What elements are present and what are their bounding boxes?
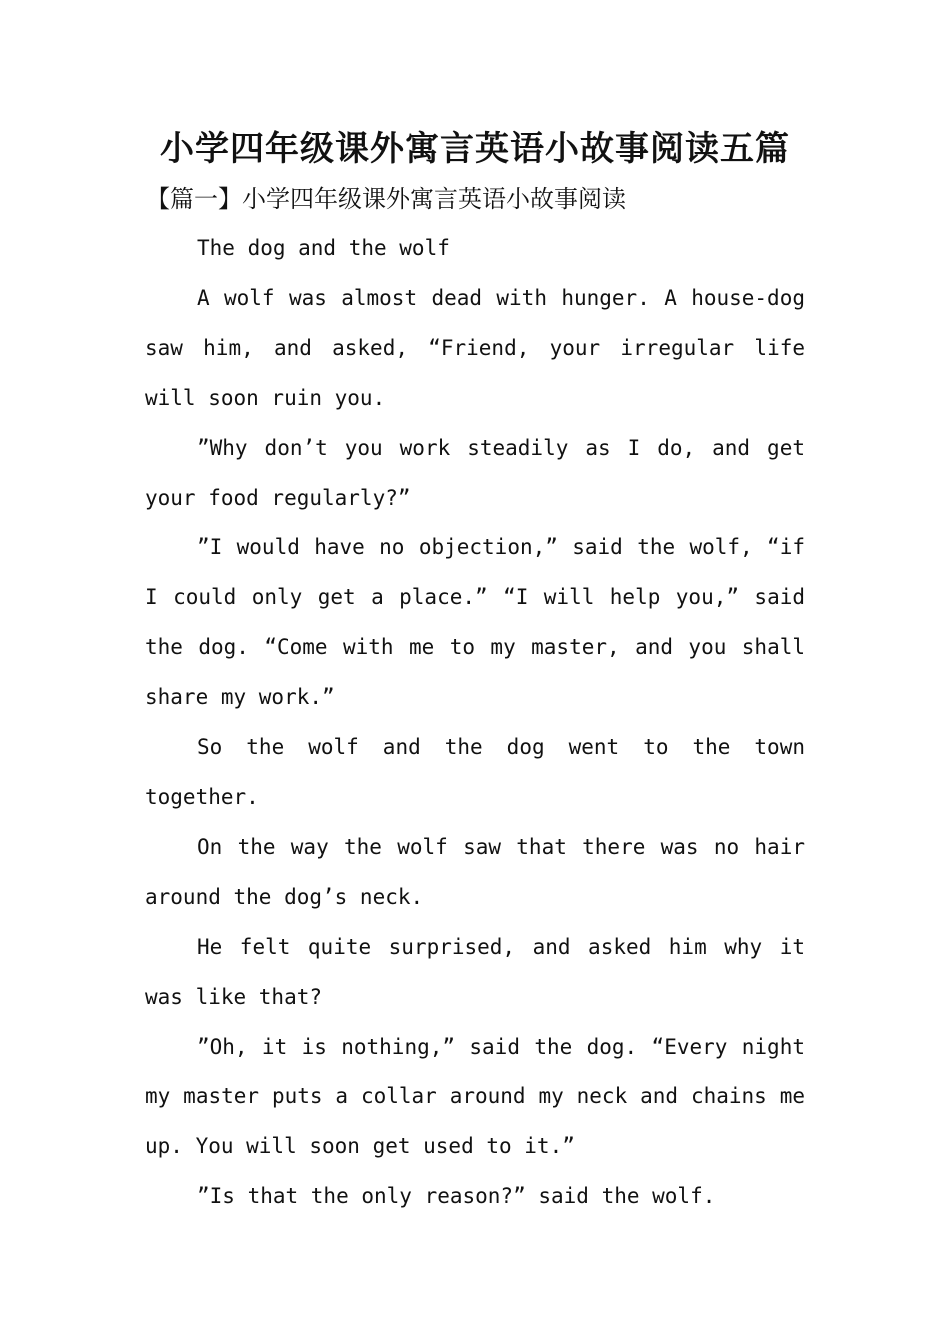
paragraph: ”Oh, it is nothing,” said the dog. “Every night my master puts a collar around my neck and chains me up. You will soon get used to it.” [145, 1034, 805, 1159]
paragraph: On the way the wolf saw that there was no hair around the dog’s neck. [145, 834, 805, 909]
section-heading: 【篇一】小学四年级课外寓言英语小故事阅读 [146, 185, 626, 213]
story-title: The dog and the wolf [197, 236, 450, 260]
paragraph: ”Why don’t you work steadily as I do, and get your food regularly?” [145, 435, 805, 510]
paragraph: So the wolf and the dog went to the town together. [145, 735, 805, 809]
paragraph: A wolf was almost dead with hunger. A house-dog saw him, and asked, “Friend, your irregular life will soon ruin you. [145, 285, 805, 410]
paragraph: ”Is that the only reason?” said the wolf. [197, 1184, 716, 1209]
paragraph: ”I would have no objection,” said the wolf, “if I could only get a place.” “I will help you,” said the dog. “Come with me to my master, and you shall share my work.” [145, 535, 805, 710]
story-body [145, 224, 805, 1222]
document-title: 小学四年级课外寓言英语小故事阅读五篇 [160, 129, 790, 169]
paragraph: He felt quite surprised, and asked him why it was like that? [145, 934, 805, 1009]
